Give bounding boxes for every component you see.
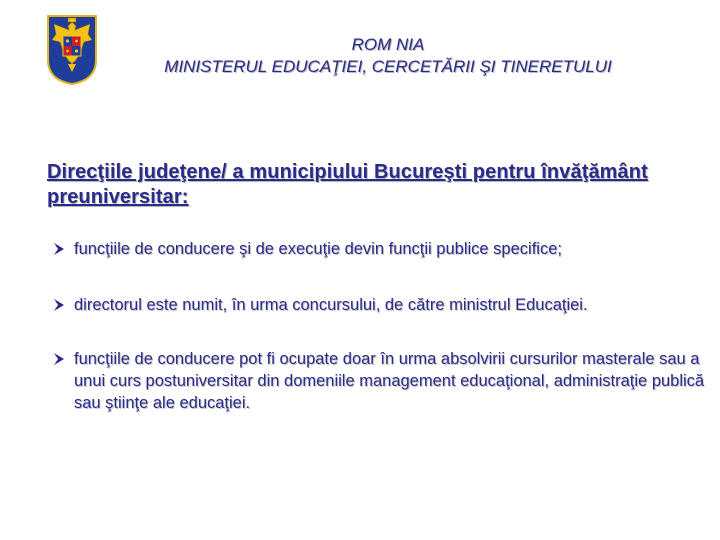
list-item	[52, 348, 712, 414]
list-item	[52, 238, 712, 260]
bullet-list	[52, 238, 712, 448]
list-item-text: funcţiile de conducere şi de execuţie devin funcţii publice specifice;	[74, 240, 562, 258]
section-heading: Direcţiile judeţene/ a municipiului Bucureşti pentru învăţământ preuniversitar:	[47, 161, 648, 208]
arrow-bullet-icon	[52, 351, 66, 367]
list-item-text: funcţiile de conducere pot fi ocupate doar în urma absolvirii cursurilor masterale sau a unui curs postuniversitar din domeniile management educaţional, administraţie publică sau ştiinţe ale educaţiei.	[74, 350, 705, 412]
ministry-title: MINISTERUL EDUCAŢIEI, CERCETĂRII ŞI TINERETULUI	[164, 57, 612, 76]
list-item	[52, 294, 712, 316]
ministry-header	[0, 34, 720, 78]
arrow-bullet-icon	[52, 241, 66, 257]
arrow-bullet-icon	[52, 297, 66, 313]
list-item-text: directorul este numit, în urma concursului, de către ministrul Educaţiei.	[74, 296, 588, 314]
country-title: ROM NIA	[351, 35, 425, 54]
